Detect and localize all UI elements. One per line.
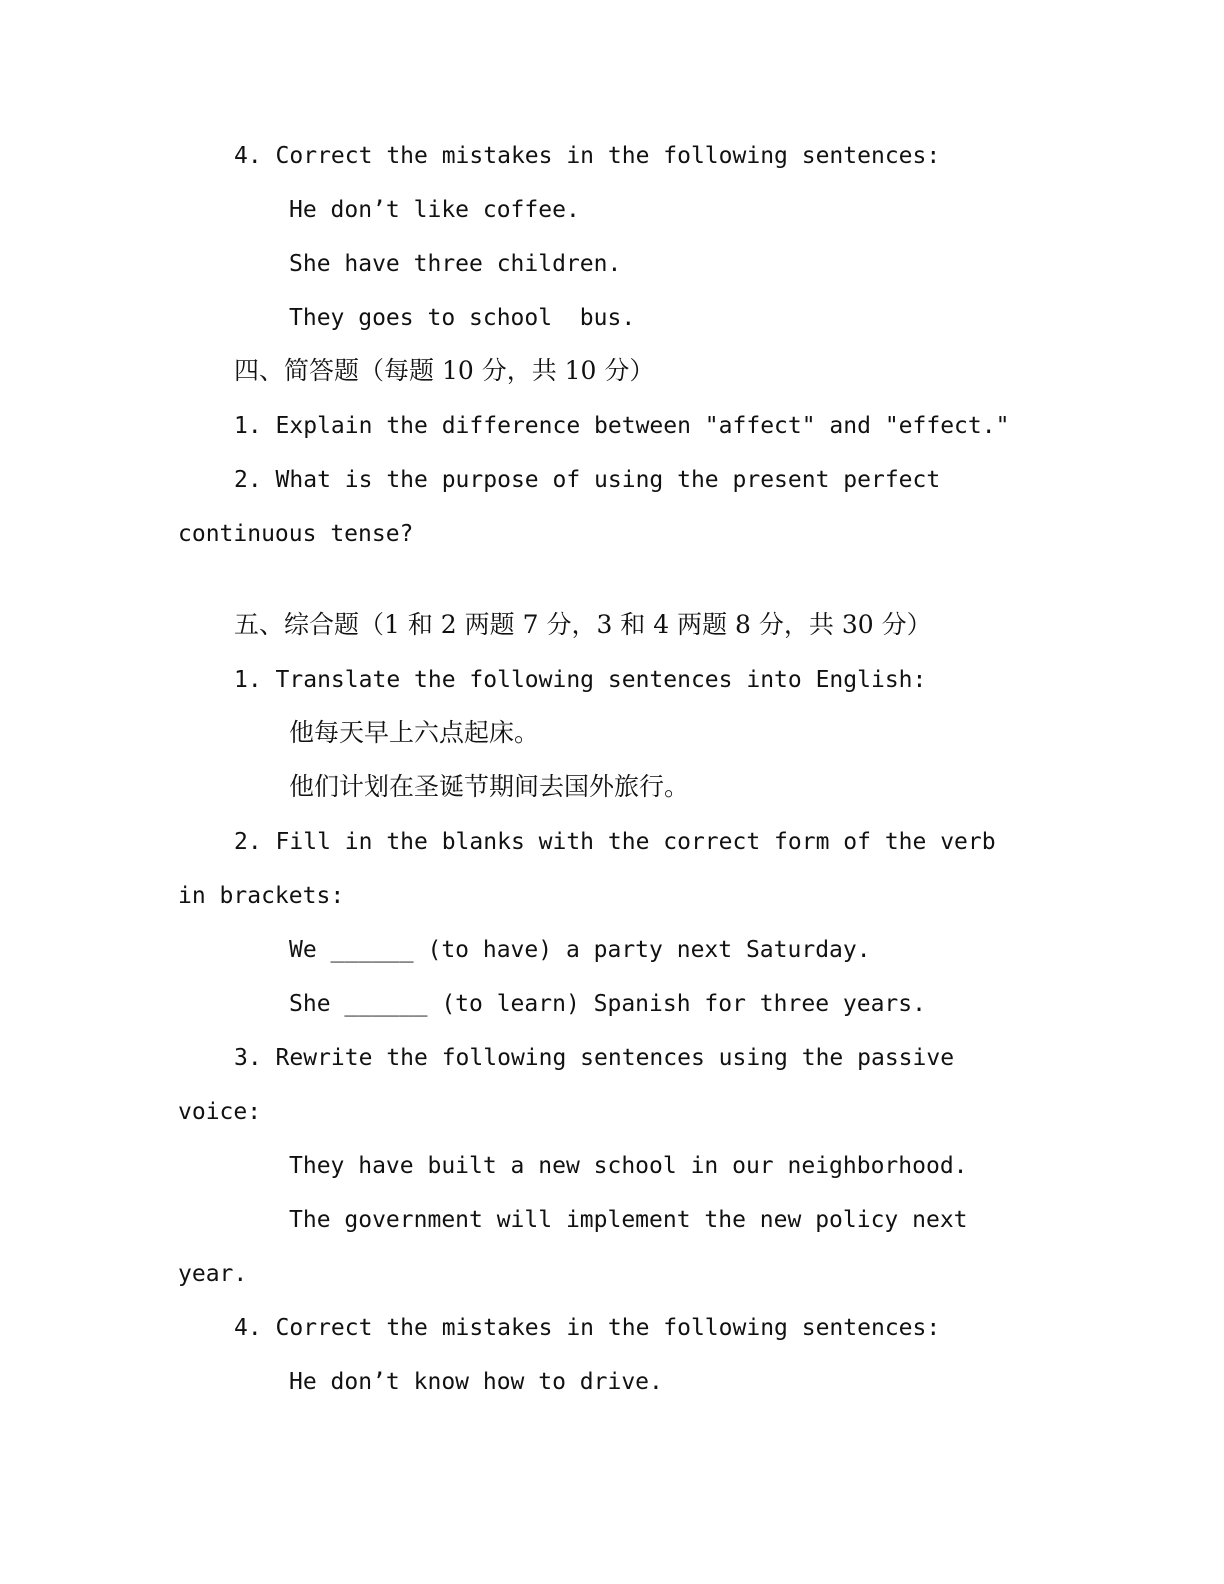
sentence-line: She have three children. (289, 251, 622, 277)
question-line: 3. Rewrite the following sentences using the passive (234, 1045, 955, 1071)
fill-blank-sentence: She ______ (to learn) Spanish for three years. (289, 991, 926, 1017)
question-line: 1. Translate the following sentences into English: (234, 667, 927, 693)
translation-sentence: 他们计划在圣诞节期间去国外旅行。 (289, 772, 690, 801)
question-line: 4. Correct the mistakes in the following sentences: (234, 1315, 941, 1341)
translation-sentence: 他每天早上六点起床。 (289, 718, 540, 747)
sentence-line: The government will implement the new policy next (289, 1207, 968, 1233)
sentence-continuation: year. (178, 1261, 248, 1287)
question-continuation: in brackets: (178, 883, 345, 909)
question-line: 2. Fill in the blanks with the correct form of the verb (234, 829, 996, 855)
question-continuation: voice: (178, 1099, 262, 1125)
question-continuation: continuous tense? (178, 521, 414, 547)
question-line: 2. What is the purpose of using the present perfect (234, 467, 941, 493)
sentence-line: He don’t like coffee. (289, 197, 580, 223)
section-four-heading: 四、简答题（每题 10 分，共 10 分） (234, 356, 655, 385)
sentence-line: They have built a new school in our neighborhood. (289, 1153, 968, 1179)
question-line: 1. Explain the difference between "affect" and "effect." (234, 413, 1010, 439)
sentence-line: He don’t know how to drive. (289, 1369, 663, 1395)
sentence-line: They goes to school bus. (289, 305, 636, 331)
question-4-prompt: 4. Correct the mistakes in the following sentences: (234, 143, 941, 169)
fill-blank-sentence: We ______ (to have) a party next Saturday. (289, 937, 871, 963)
section-five-heading: 五、综合题（1 和 2 两题 7 分，3 和 4 两题 8 分，共 30 分） (234, 610, 932, 639)
